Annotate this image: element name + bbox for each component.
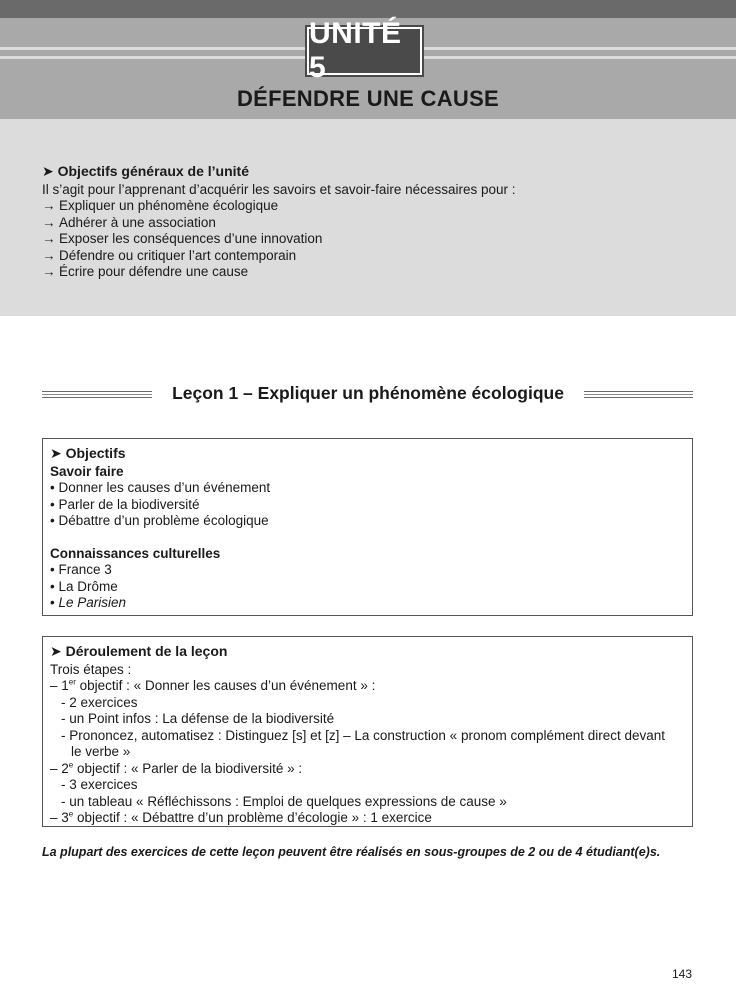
list-item: • France 3 xyxy=(50,562,112,577)
list-item: • Donner les causes d’un événement xyxy=(50,480,271,495)
objectives-box xyxy=(42,438,693,616)
arrow-icon: → xyxy=(42,214,56,230)
lesson-note: La plupart des exercices de cette leçon peuvent être réalisés en sous-groupes de 2 ou de 4 étudiant(e)s. xyxy=(42,845,661,859)
unit-label: UNITÉ 5 xyxy=(309,17,402,84)
lesson-steps-box xyxy=(42,636,693,827)
list-item: - 3 exercices xyxy=(61,777,138,792)
decorative-rule xyxy=(42,391,152,398)
unit-objectives-section xyxy=(0,119,736,316)
arrow-icon: → xyxy=(42,231,56,246)
decorative-rule xyxy=(584,391,693,398)
unit-header xyxy=(0,18,736,119)
objective-item: → Exposer les conséquences d’une innovation xyxy=(42,231,323,246)
arrow-icon: → xyxy=(42,247,56,263)
list-item-continuation: le verbe » xyxy=(71,744,131,759)
objective-item: → Écrire pour défendre une cause xyxy=(42,264,249,279)
step-line: – 3e objectif : « Débattre d’un problème d’écologie » : 1 exercice xyxy=(50,809,432,825)
culture-label: Connaissances culturelles xyxy=(50,545,221,561)
list-item: - 2 exercices xyxy=(61,694,138,710)
list-item: • Parler de la biodiversité xyxy=(50,496,200,512)
lesson-heading-row xyxy=(42,383,693,407)
unit-title: DÉFENDRE UNE CAUSE xyxy=(236,86,500,111)
page-number: 143 xyxy=(672,967,693,981)
unit-badge xyxy=(307,17,422,84)
lesson-title: Leçon 1 – Expliquer un phénomène écologique xyxy=(172,383,564,403)
lesson-steps-title: ➤ Déroulement de la leçon xyxy=(50,643,228,659)
step-line: – 2e objectif : « Parler de la biodiversité » : xyxy=(50,760,303,776)
list-item: • Débattre d’un problème écologique xyxy=(50,513,269,528)
list-item: - un tableau « Réfléchissons : Emploi de quelques expressions de cause » xyxy=(61,793,507,809)
list-item: • La Drôme xyxy=(50,578,118,594)
objective-item: → Adhérer à une association xyxy=(42,214,216,230)
list-item: - un Point infos : La défense de la biodiversité xyxy=(61,711,335,726)
objectives-heading: ➤ Objectifs généraux de l’unité xyxy=(42,163,249,179)
list-item: - Prononcez, automatisez : Distinguez [s] et [z] – La construction « pronom complément direct devant xyxy=(61,727,666,743)
arrow-icon: → xyxy=(42,264,56,279)
top-band xyxy=(0,0,736,18)
savoir-faire-label: Savoir faire xyxy=(50,463,124,479)
lesson-steps-intro: Trois étapes : xyxy=(50,661,132,677)
step-line: – 1er objectif : « Donner les causes d’un événement » : xyxy=(50,677,376,693)
arrow-icon: → xyxy=(42,198,56,213)
objectives-box-title: ➤ Objectifs xyxy=(50,445,126,461)
objectives-intro: Il s’agit pour l’apprenant d’acquérir les savoirs et savoir-faire nécessaires pour : xyxy=(42,181,516,197)
list-item: • Le Parisien xyxy=(50,595,127,610)
objective-item: → Défendre ou critiquer l’art contemporain xyxy=(42,247,297,263)
objective-item: → Expliquer un phénomène écologique xyxy=(42,198,279,213)
